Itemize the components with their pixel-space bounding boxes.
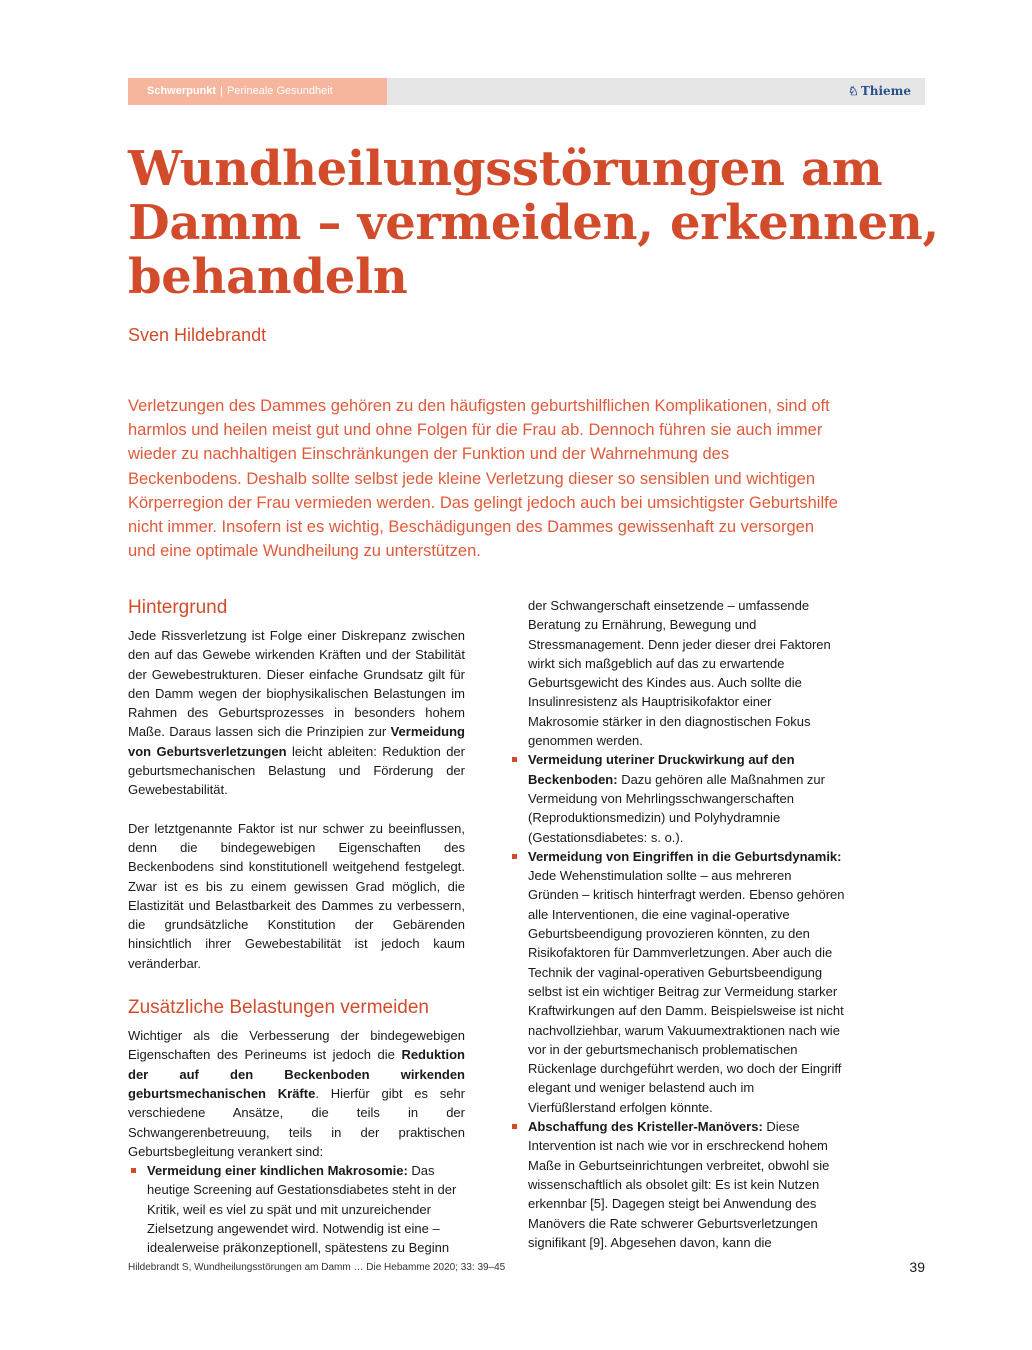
paragraph-3-text: Wichtiger als die Verbesserung der bindegewebigen Eigenschaften des Perineums ist jedoch die: [128, 1028, 465, 1063]
article-title: Wundheilungsstörungen am Damm – vermeiden, erkennen, behandeln: [128, 141, 939, 305]
thieme-logo-icon: ♘: [848, 84, 859, 98]
list-item: [509, 1117, 845, 1252]
publisher-logo: [848, 78, 911, 105]
section-heading-hintergrund: Hintergrund: [128, 597, 228, 618]
section-label: Schwerpunkt: [147, 85, 217, 97]
footer-citation: Hildebrandt S, Wundheilungsstörungen am Damm … Die Hebamme 2020; 33: 39–45: [128, 1262, 506, 1273]
section-tag: [128, 78, 387, 105]
list-item-text: Dazu gehören alle Maßnahmen zur Vermeidung von Mehrlingsschwangerschaften (Reproduktionsmedizin) und Polyhydramnie (Gestationsdiabetes: s. o.).: [528, 771, 825, 845]
paragraph-1-text-end: leicht ableiten: Reduktion der geburtsmechanischen Belastung und Förderung der Gewebestabilität.: [128, 743, 465, 798]
paragraph-3-text-end: . Hierfür gibt es sehr verschiedene Ansätze, die teils in der Schwangerenbetreuung, teils in der praktischen Geburtsbegleitung verankert sind:: [128, 1085, 465, 1159]
paragraph-1-emphasis: Vermeidung von Geburtsverletzungen: [128, 724, 465, 759]
list-item-text: Das heutige Screening auf Gestationsdiabetes steht in der Kritik, weil es viel zu spät und mit unzureichender Zielsetzung angewendet wird. Notwendig ist eine – idealerweise präkonzeptionell, spätestens zu Beginn: [147, 1163, 457, 1256]
continuation-text: der Schwangerschaft einsetzende – umfassende Beratung zu Ernährung, Bewegung und Stressmanagement. Denn jeder dieser drei Faktoren wirkt sich maßgeblich auf das zu erwartende Geburtsgewicht des Kindes aus. Auch sollte die Insulinresistenz als Hauptrisikofaktor einer Makrosomie stärker in den diagnostischen Fokus genommen werden.: [528, 598, 831, 749]
section-heading-belastungen: Zusätzliche Belastungen vermeiden: [128, 997, 430, 1019]
list-item-text: Jede Wehenstimulation sollte – aus mehreren Gründen – kritisch hinterfragt werden. Ebenso gehören alle Interventionen, die eine vaginal-operative Geburtsbeendigung provozieren könnten, zu den Risikofaktoren für Dammverletzungen. Aber auch die Technik der vaginal-operativen Geburtsbeendigung selbst ist ein wichtiger Beitrag zur Vermeidung starker Kraftwirkungen auf den Damm. Beispielsweise ist nicht nachvollziehbar, warum Vakuumextraktionen nach wie vor in der geburtsmechanisch problematischen Rückenlage durchgeführt werden, wo doch der Eingriff elegant und weniger belastend auch im Vierfüßlerstand erfolgen könnte.: [528, 868, 845, 1115]
paragraph-3-emphasis: Reduktion der auf den Beckenboden wirkenden geburtsmechanischen Kräfte: [128, 1047, 465, 1101]
article-abstract: Verletzungen des Dammes gehören zu den häufigsten geburtshilflichen Komplikationen, sind oft harmlos und heilen meist gut und ohne Folgen für die Frau ab. Dennoch führen sie auch immer wieder zu nachhaltigen Einschränkungen der Funktion und der Wahrnehmung des Beckenbodens. Deshalb sollte selbst jede kleine Verletzung dieser so sensiblen und wichtigen Körperregion der Frau vermieden werden. Das gelingt jedoch auch bei umsichtigster Geburtshilfe nicht immer. Insofern ist es wichtig, Beschädigungen des Dammes gewissenhaft zu versorgen und eine optimale Wundheilung zu unterstützen.: [128, 397, 838, 561]
left-column: [128, 596, 465, 1258]
bullet-list-left: [128, 1161, 465, 1257]
publisher-name: Thieme: [860, 84, 911, 98]
paragraph-2: Der letztgenannte Faktor ist nur schwer zu beeinflussen, denn die bindegewebigen Eigenschaften des Beckenbodens sind konstitutionell weitgehend festgelegt. Zwar ist es bis zu einem gewissen Grad möglich, die Elastizität und Belastbarkeit des Dammes zu verbessern, die grundsätzliche Konstitution der Gebärenden hinsichtlich ihrer Gewebestabilität ist jedoch kaum veränderbar.: [128, 820, 465, 971]
list-item: [509, 750, 845, 846]
list-item-text: Diese Intervention ist nach wie vor in erschreckend hohem Maße in Geburtseinrichtungen verbreitet, obwohl sie wissenschaftlich als obsolet gilt: Es ist kein Nutzen erkennbar [5]. Dagegen steigt bei Anwendung des Manövers die Rate schwerer Geburtsverletzungen signifikant [9]. Abgesehen davon, kann die: [528, 1119, 830, 1250]
list-item-title: Vermeidung uteriner Druckwirkung auf den Beckenboden:: [528, 752, 795, 787]
header-bar: [128, 78, 925, 105]
paragraph-1-text: Jede Rissverletzung ist Folge einer Diskrepanz zwischen den auf das Gewebe wirkenden Kräften und der Stabilität der Gewebestrukturen. Dieser einfache Grundsatz gilt für den Damm wegen der biophysikalischen Belastungen im Rahmen des Geburtsprozesses in besonders hohem Maße. Daraus lassen sich die Prinzipien zur: [128, 628, 465, 740]
topic-label: Perineale Gesundheit: [226, 85, 333, 97]
paragraph-3: [128, 1026, 465, 1161]
list-item-title: Abschaffung des Kristeller-Manövers:: [528, 1119, 763, 1135]
list-item: [128, 1161, 465, 1257]
section-separator: |: [220, 85, 223, 97]
right-column: [509, 596, 845, 1252]
list-item-title: Vermeidung einer kindlichen Makrosomie:: [147, 1163, 408, 1179]
article-author: Sven Hildebrandt: [128, 325, 267, 345]
list-item-title: Vermeidung von Eingriffen in die Geburtsdynamik:: [528, 848, 842, 864]
bullet-list-right: [509, 750, 845, 1252]
page-number: 39: [909, 1259, 925, 1275]
list-item: [509, 847, 845, 1117]
paragraph-1: [128, 626, 465, 800]
